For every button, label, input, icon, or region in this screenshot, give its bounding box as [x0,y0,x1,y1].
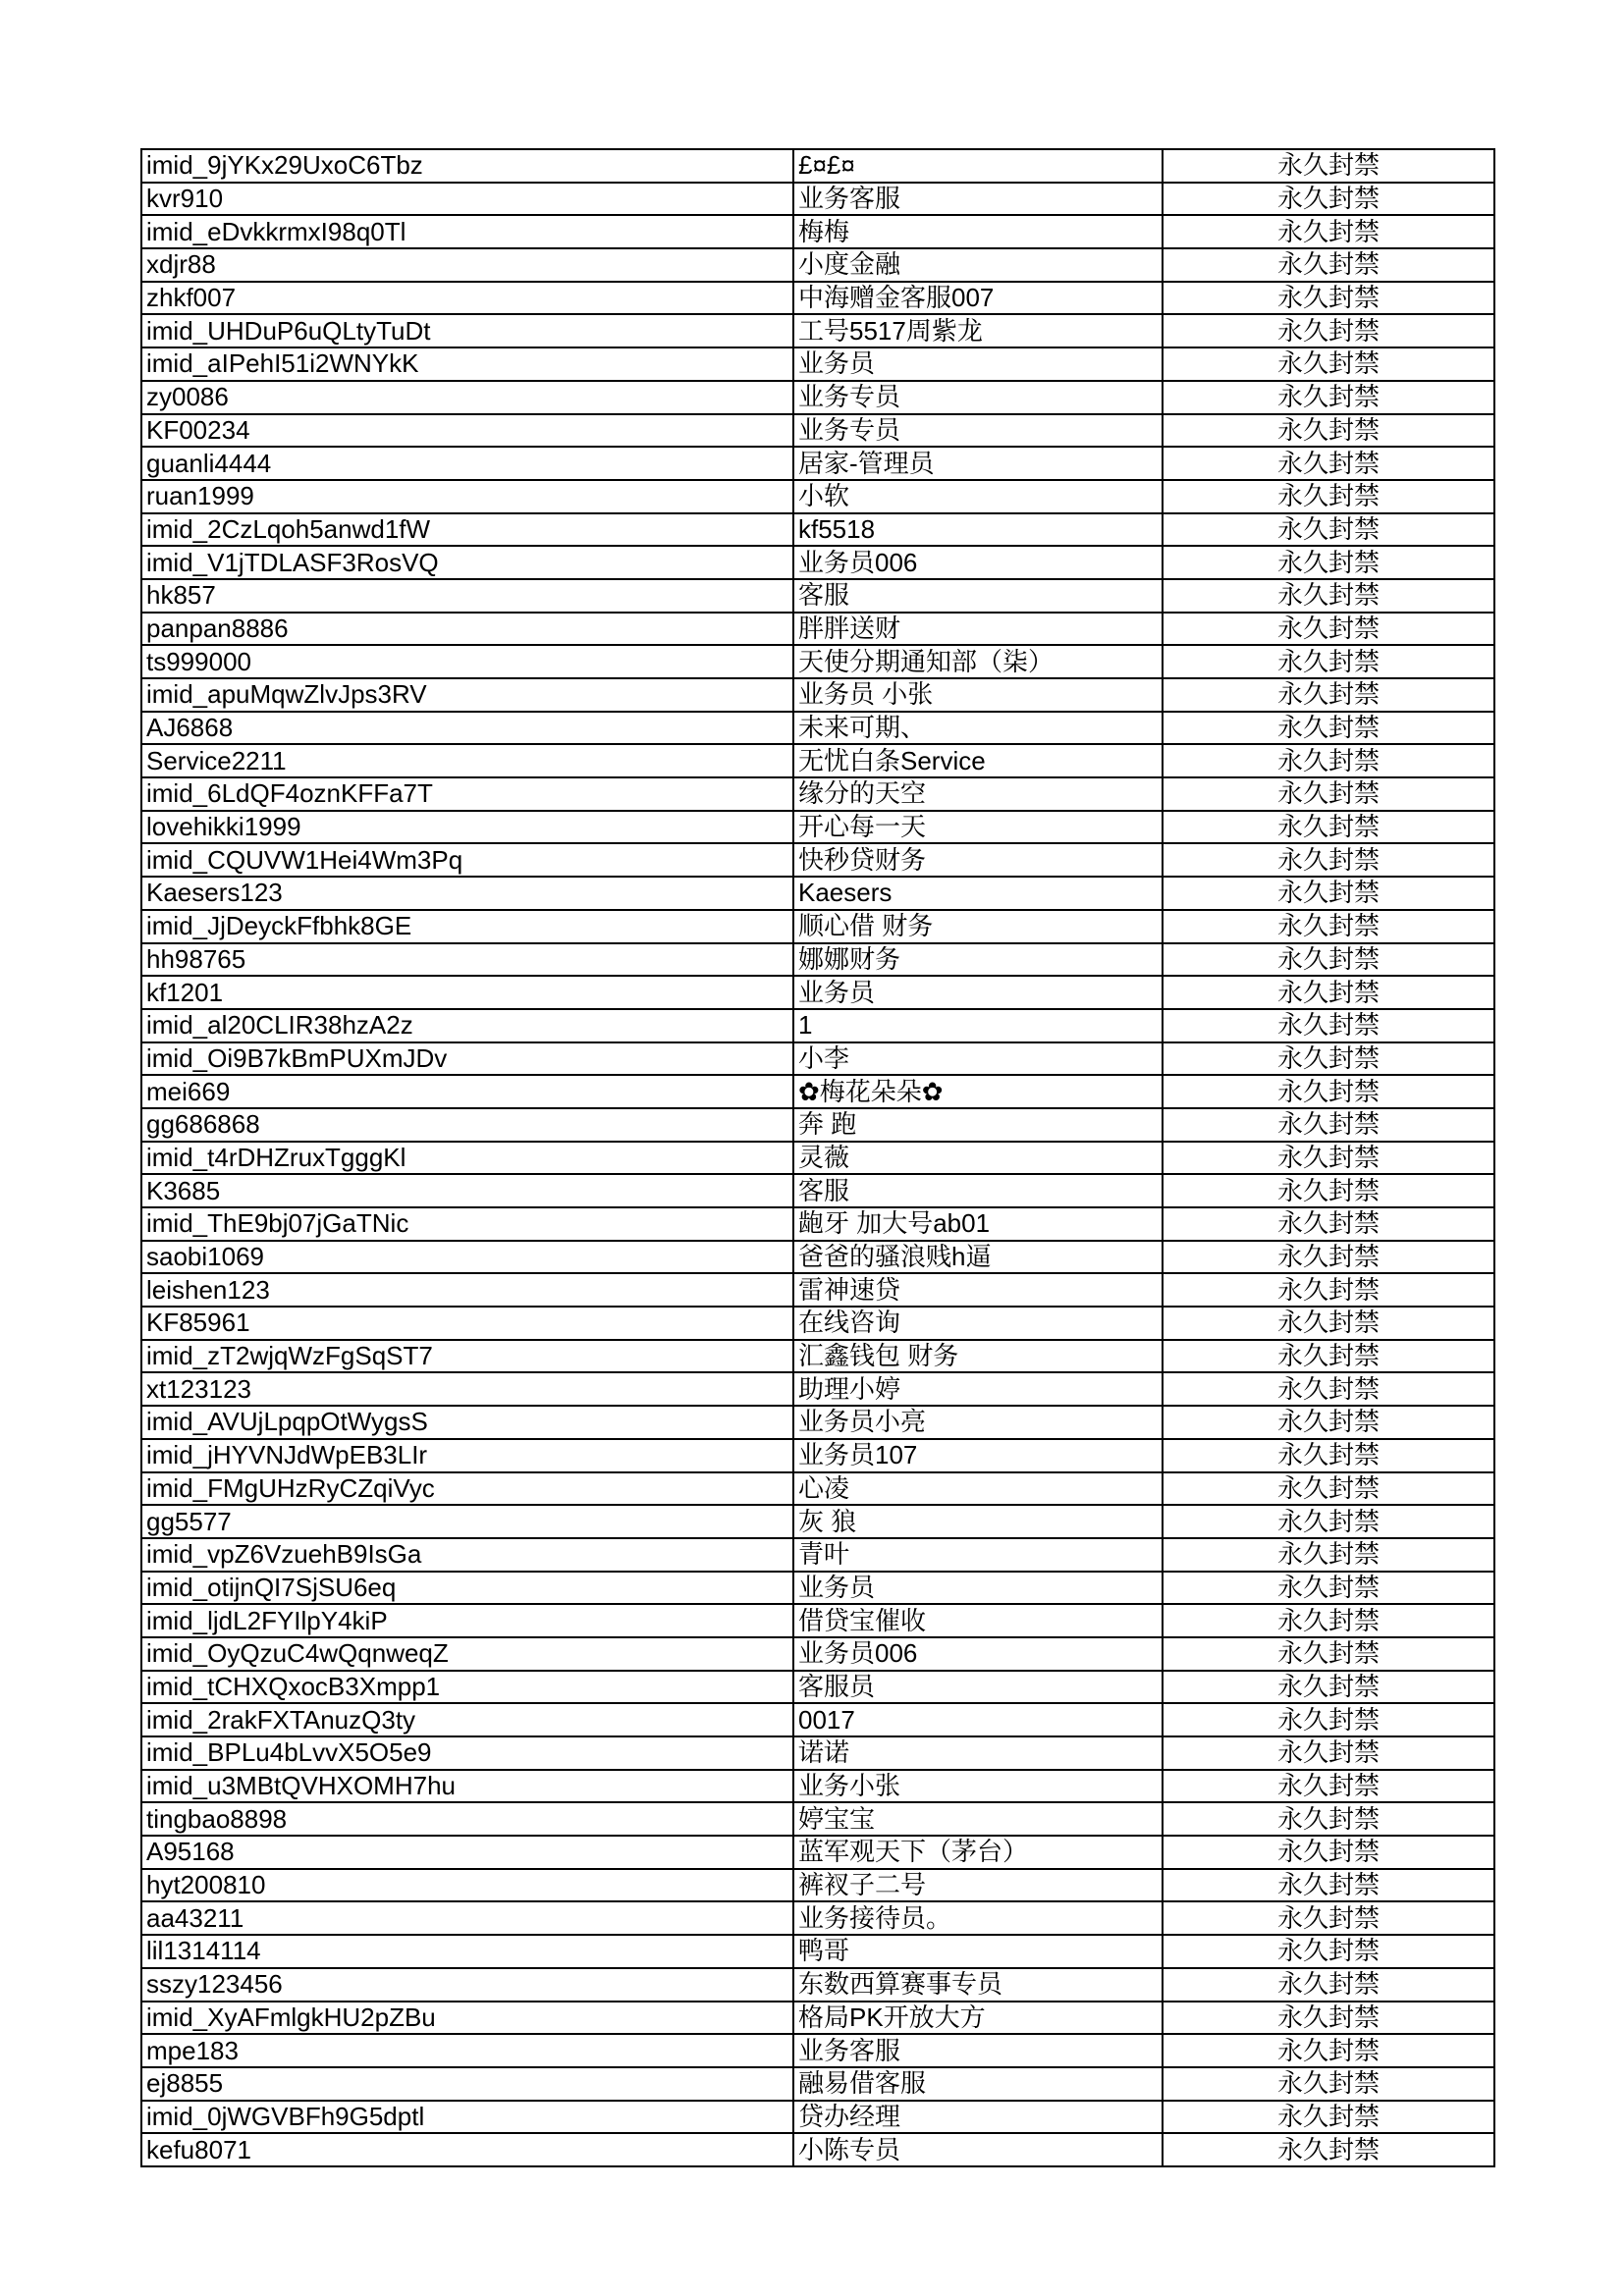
nickname-cell: 蓝军观天下（茅台） [793,1836,1163,1869]
account-id-cell: imid_AVUjLpqpOtWygsS [141,1406,793,1439]
account-id-cell: KF00234 [141,414,793,448]
table-row [141,1075,1494,1108]
nickname-cell: 业务员小亮 [793,1406,1163,1439]
nickname-cell: 爸爸的骚浪贱h逼 [793,1241,1163,1274]
nickname-cell: 贷办经理 [793,2101,1163,2134]
status-cell: 永久封禁 [1163,1538,1494,1572]
nickname-cell: 0017 [793,1703,1163,1736]
nickname-cell: 客服 [793,1174,1163,1207]
account-id-cell: AJ6868 [141,712,793,745]
table-row [141,1968,1494,2002]
status-cell: 永久封禁 [1163,1802,1494,1836]
status-cell: 永久封禁 [1163,314,1494,347]
table-row [141,811,1494,844]
nickname-cell: 业务员 [793,347,1163,381]
table-row [141,2002,1494,2035]
table-row [141,613,1494,646]
account-id-cell: imid_jHYVNJdWpEB3LIr [141,1439,793,1472]
table-row [141,1538,1494,1572]
status-cell: 永久封禁 [1163,1604,1494,1637]
status-cell: 永久封禁 [1163,2101,1494,2134]
nickname-cell: 中海赠金客服007 [793,282,1163,315]
table-row [141,381,1494,414]
nickname-cell: 融易借客服 [793,2067,1163,2101]
table-row [141,1406,1494,1439]
table-row [141,843,1494,877]
nickname-cell: 汇鑫钱包 财务 [793,1340,1163,1373]
table-row [141,910,1494,943]
table-row [141,1736,1494,1770]
nickname-cell: 业务员107 [793,1439,1163,1472]
account-id-cell: hk857 [141,579,793,613]
status-cell: 永久封禁 [1163,1406,1494,1439]
nickname-cell: 未来可期、 [793,712,1163,745]
account-id-cell: imid_al20CLIR38hzA2z [141,1009,793,1042]
table-row [141,1108,1494,1142]
status-cell: 永久封禁 [1163,1968,1494,2002]
nickname-cell: 娜娜财务 [793,943,1163,977]
table-row [141,1142,1494,1175]
nickname-cell: 客服 [793,579,1163,613]
status-cell: 永久封禁 [1163,282,1494,315]
status-cell: 永久封禁 [1163,1207,1494,1241]
table-row [141,2067,1494,2101]
nickname-cell: Kaesers [793,877,1163,910]
account-id-cell: imid_BPLu4bLvvX5O5e9 [141,1736,793,1770]
status-cell: 永久封禁 [1163,2002,1494,2035]
table-row [141,2034,1494,2067]
nickname-cell: 客服员 [793,1671,1163,1704]
table-row [141,2101,1494,2134]
account-id-cell: mei669 [141,1075,793,1108]
status-cell: 永久封禁 [1163,2133,1494,2166]
status-cell: 永久封禁 [1163,414,1494,448]
status-cell: 永久封禁 [1163,910,1494,943]
account-id-cell: imid_2rakFXTAnuzQ3ty [141,1703,793,1736]
account-id-cell: imid_FMgUHzRyCZqiVyc [141,1472,793,1506]
nickname-cell: 无忧白条Service [793,744,1163,777]
status-cell: 永久封禁 [1163,1174,1494,1207]
account-id-cell: imid_eDvkkrmxI98q0Tl [141,215,793,248]
account-id-cell: sszy123456 [141,1968,793,2002]
nickname-cell: 业务员 小张 [793,678,1163,712]
nickname-cell: 业务小张 [793,1770,1163,1803]
nickname-cell: 心凌 [793,1472,1163,1506]
status-cell: 永久封禁 [1163,1505,1494,1538]
account-id-cell: lil1314114 [141,1935,793,1968]
nickname-cell: kf5518 [793,513,1163,547]
status-cell: 永久封禁 [1163,1241,1494,1274]
nickname-cell: 助理小婷 [793,1372,1163,1406]
table-row [141,1372,1494,1406]
table-row [141,1802,1494,1836]
nickname-cell: 顺心借 财务 [793,910,1163,943]
table-row [141,1935,1494,1968]
nickname-cell: 业务员006 [793,546,1163,579]
nickname-cell: 居家-管理员 [793,447,1163,480]
nickname-cell: 梅梅 [793,215,1163,248]
status-cell: 永久封禁 [1163,215,1494,248]
nickname-cell: 1 [793,1009,1163,1042]
table-row [141,480,1494,513]
account-id-cell: ruan1999 [141,480,793,513]
status-cell: 永久封禁 [1163,976,1494,1009]
account-id-cell: imid_2CzLqoh5anwd1fW [141,513,793,547]
account-id-cell: imid_ljdL2FYIlpY4kiP [141,1604,793,1637]
status-cell: 永久封禁 [1163,248,1494,282]
status-cell: 永久封禁 [1163,1637,1494,1671]
table-row [141,712,1494,745]
table-row [141,579,1494,613]
table-row [141,414,1494,448]
table-row [141,1009,1494,1042]
account-id-cell: kvr910 [141,183,793,216]
table-row [141,513,1494,547]
account-id-cell: imid_tCHXQxocB3Xmpp1 [141,1671,793,1704]
status-cell: 永久封禁 [1163,1009,1494,1042]
nickname-cell: 在线咨询 [793,1307,1163,1340]
account-id-cell: hyt200810 [141,1869,793,1902]
table-row [141,183,1494,216]
table-row [141,1241,1494,1274]
status-cell: 永久封禁 [1163,2067,1494,2101]
status-cell: 永久封禁 [1163,1108,1494,1142]
status-cell: 永久封禁 [1163,943,1494,977]
nickname-cell: 格局PK开放大方 [793,2002,1163,2035]
status-cell: 永久封禁 [1163,1340,1494,1373]
account-id-cell: imid_UHDuP6uQLtyTuDt [141,314,793,347]
status-cell: 永久封禁 [1163,480,1494,513]
status-cell: 永久封禁 [1163,1142,1494,1175]
account-table [140,148,1495,2167]
status-cell: 永久封禁 [1163,2034,1494,2067]
status-cell: 永久封禁 [1163,1042,1494,1076]
nickname-cell: 快秒贷财务 [793,843,1163,877]
account-table-body [141,149,1494,2166]
table-row [141,1042,1494,1076]
nickname-cell: 业务员006 [793,1637,1163,1671]
nickname-cell: 业务接待员。 [793,1901,1163,1935]
nickname-cell: 天使分期通知部（柒） [793,645,1163,678]
nickname-cell: 小李 [793,1042,1163,1076]
status-cell: 永久封禁 [1163,613,1494,646]
status-cell: 永久封禁 [1163,513,1494,547]
status-cell: 永久封禁 [1163,1935,1494,1968]
nickname-cell: 胖胖送财 [793,613,1163,646]
table-row [141,2133,1494,2166]
status-cell: 永久封禁 [1163,183,1494,216]
status-cell: 永久封禁 [1163,579,1494,613]
account-id-cell: K3685 [141,1174,793,1207]
status-cell: 永久封禁 [1163,678,1494,712]
account-id-cell: mpe183 [141,2034,793,2067]
account-id-cell: imid_ThE9bj07jGaTNic [141,1207,793,1241]
account-id-cell: Service2211 [141,744,793,777]
account-id-cell: saobi1069 [141,1241,793,1274]
status-cell: 永久封禁 [1163,1703,1494,1736]
nickname-cell: 小软 [793,480,1163,513]
account-id-cell: imid_otijnQI7SjSU6eq [141,1572,793,1605]
table-row [141,447,1494,480]
nickname-cell: 业务客服 [793,2034,1163,2067]
status-cell: 永久封禁 [1163,1770,1494,1803]
nickname-cell: 鸭哥 [793,1935,1163,1968]
status-cell: 永久封禁 [1163,777,1494,811]
account-id-cell: A95168 [141,1836,793,1869]
table-row [141,1273,1494,1307]
table-row [141,1307,1494,1340]
status-cell: 永久封禁 [1163,843,1494,877]
table-row [141,1770,1494,1803]
account-id-cell: imid_vpZ6VzuehB9IsGa [141,1538,793,1572]
nickname-cell: 小陈专员 [793,2133,1163,2166]
account-id-cell: imid_6LdQF4oznKFFa7T [141,777,793,811]
status-cell: 永久封禁 [1163,381,1494,414]
nickname-cell: 业务专员 [793,414,1163,448]
table-row [141,1174,1494,1207]
nickname-cell: 业务专员 [793,381,1163,414]
table-row [141,1901,1494,1935]
status-cell: 永久封禁 [1163,1307,1494,1340]
account-id-cell: gg686868 [141,1108,793,1142]
status-cell: 永久封禁 [1163,1869,1494,1902]
status-cell: 永久封禁 [1163,1901,1494,1935]
account-id-cell: Kaesers123 [141,877,793,910]
nickname-cell: 青叶 [793,1538,1163,1572]
nickname-cell: 婷宝宝 [793,1802,1163,1836]
table-row [141,1671,1494,1704]
account-id-cell: imid_OyQzuC4wQqnweqZ [141,1637,793,1671]
status-cell: 永久封禁 [1163,1836,1494,1869]
status-cell: 永久封禁 [1163,1075,1494,1108]
status-cell: 永久封禁 [1163,1572,1494,1605]
account-id-cell: kf1201 [141,976,793,1009]
nickname-cell: 奔 跑 [793,1108,1163,1142]
table-row [141,215,1494,248]
status-cell: 永久封禁 [1163,1273,1494,1307]
account-id-cell: imid_V1jTDLASF3RosVQ [141,546,793,579]
account-id-cell: imid_Oi9B7kBmPUXmJDv [141,1042,793,1076]
account-id-cell: hh98765 [141,943,793,977]
account-id-cell: xt123123 [141,1372,793,1406]
table-row [141,149,1494,183]
account-id-cell: xdjr88 [141,248,793,282]
table-row [141,314,1494,347]
table-row [141,976,1494,1009]
table-row [141,777,1494,811]
account-id-cell: zhkf007 [141,282,793,315]
account-id-cell: ts999000 [141,645,793,678]
table-row [141,546,1494,579]
account-id-cell: leishen123 [141,1273,793,1307]
table-row [141,1340,1494,1373]
table-row [141,1836,1494,1869]
status-cell: 永久封禁 [1163,1736,1494,1770]
nickname-cell: 东数西算赛事专员 [793,1968,1163,2002]
account-id-cell: lovehikki1999 [141,811,793,844]
table-row [141,248,1494,282]
table-row [141,1207,1494,1241]
nickname-cell: 业务客服 [793,183,1163,216]
nickname-cell: 小度金融 [793,248,1163,282]
account-id-cell: imid_zT2wjqWzFgSqST7 [141,1340,793,1373]
account-id-cell: imid_9jYKx29UxoC6Tbz [141,149,793,183]
account-id-cell: guanli4444 [141,447,793,480]
account-id-cell: imid_XyAFmlgkHU2pZBu [141,2002,793,2035]
nickname-cell: 灰 狼 [793,1505,1163,1538]
account-id-cell: kefu8071 [141,2133,793,2166]
account-id-cell: zy0086 [141,381,793,414]
status-cell: 永久封禁 [1163,149,1494,183]
nickname-cell: 业务员 [793,976,1163,1009]
table-row [141,943,1494,977]
account-id-cell: ej8855 [141,2067,793,2101]
nickname-cell: 工号5517周紫龙 [793,314,1163,347]
table-row [141,1637,1494,1671]
status-cell: 永久封禁 [1163,811,1494,844]
account-id-cell: imid_CQUVW1Hei4Wm3Pq [141,843,793,877]
status-cell: 永久封禁 [1163,877,1494,910]
table-row [141,1869,1494,1902]
nickname-cell: £¤£¤ [793,149,1163,183]
account-id-cell: KF85961 [141,1307,793,1340]
nickname-cell: 缘分的天空 [793,777,1163,811]
table-row [141,1439,1494,1472]
table-row [141,282,1494,315]
table-row [141,1703,1494,1736]
status-cell: 永久封禁 [1163,546,1494,579]
account-id-cell: imid_0jWGVBFh9G5dptl [141,2101,793,2134]
status-cell: 永久封禁 [1163,447,1494,480]
nickname-cell: 诺诺 [793,1736,1163,1770]
account-id-cell: aa43211 [141,1901,793,1935]
account-id-cell: imid_u3MBtQVHXOMH7hu [141,1770,793,1803]
account-id-cell: panpan8886 [141,613,793,646]
status-cell: 永久封禁 [1163,712,1494,745]
status-cell: 永久封禁 [1163,1439,1494,1472]
account-id-cell: imid_JjDeyckFfbhk8GE [141,910,793,943]
table-row [141,877,1494,910]
account-id-cell: tingbao8898 [141,1802,793,1836]
status-cell: 永久封禁 [1163,645,1494,678]
account-id-cell: gg5577 [141,1505,793,1538]
account-id-cell: imid_aIPehI51i2WNYkK [141,347,793,381]
nickname-cell: 开心每一天 [793,811,1163,844]
account-id-cell: imid_t4rDHZruxTgggKl [141,1142,793,1175]
nickname-cell: 龅牙 加大号ab01 [793,1207,1163,1241]
table-row [141,645,1494,678]
nickname-cell: ✿梅花朵朵✿ [793,1075,1163,1108]
status-cell: 永久封禁 [1163,744,1494,777]
table-row [141,347,1494,381]
table-row [141,1472,1494,1506]
nickname-cell: 雷神速贷 [793,1273,1163,1307]
table-row [141,1604,1494,1637]
account-id-cell: imid_apuMqwZlvJps3RV [141,678,793,712]
table-row [141,1505,1494,1538]
status-cell: 永久封禁 [1163,1671,1494,1704]
table-row [141,1572,1494,1605]
status-cell: 永久封禁 [1163,1472,1494,1506]
table-row [141,678,1494,712]
status-cell: 永久封禁 [1163,1372,1494,1406]
nickname-cell: 灵薇 [793,1142,1163,1175]
nickname-cell: 业务员 [793,1572,1163,1605]
status-cell: 永久封禁 [1163,347,1494,381]
nickname-cell: 裤衩子二号 [793,1869,1163,1902]
table-row [141,744,1494,777]
nickname-cell: 借贷宝催收 [793,1604,1163,1637]
